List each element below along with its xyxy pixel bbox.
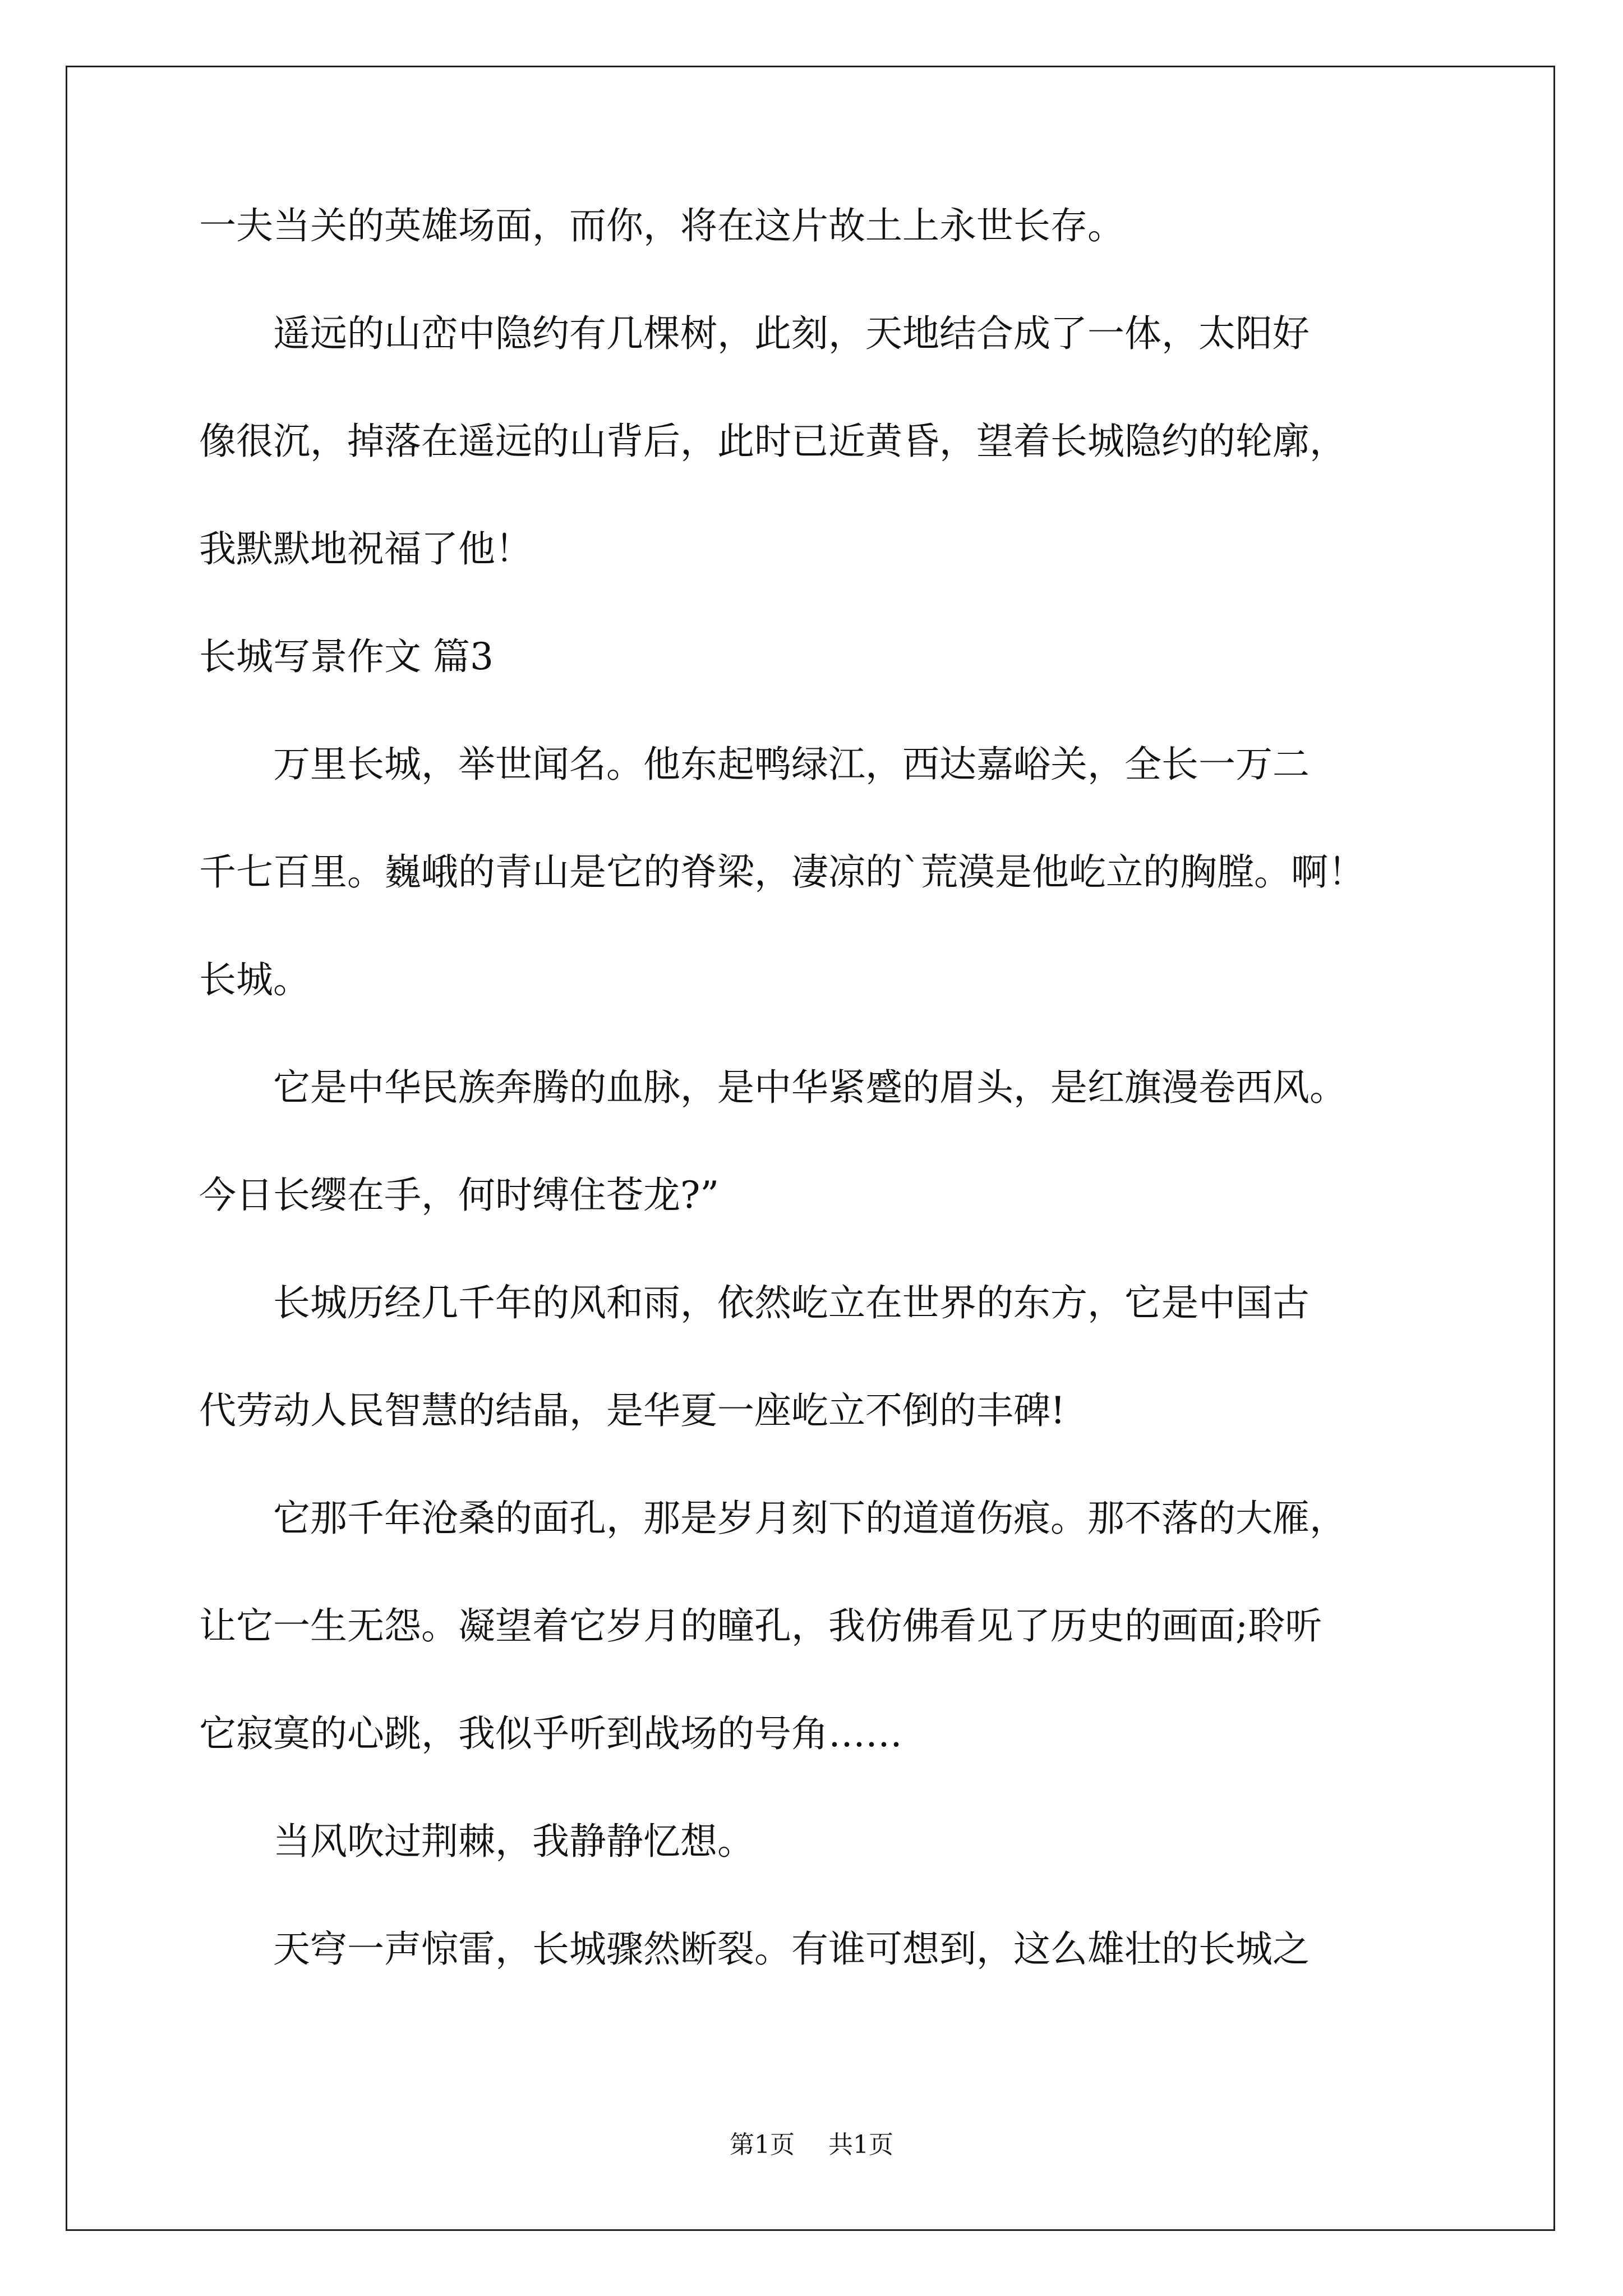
page-total: 共1页 xyxy=(828,2131,893,2159)
text-line: 一夫当关的英雄场面，而你，将在这片故土上永世长存。 xyxy=(199,204,1124,247)
text-line: 万里长城，举世闻名。他东起鸭绿江，西达嘉峪关，全长一万二 xyxy=(199,743,1310,786)
text-line: 天穹一声惊雷，长城骤然断裂。有谁可想到，这么雄壮的长城之 xyxy=(199,1927,1310,1971)
text-line: 它是中华民族奔腾的血脉，是中华紧蹙的眉头，是红旗漫卷西风。 xyxy=(199,1066,1347,1109)
text-line: 代劳动人民智慧的结晶，是华夏一座屹立不倒的丰碑! xyxy=(199,1389,1066,1432)
page-border xyxy=(66,66,1555,2231)
text-line: 让它一生无怨。凝望着它岁月的瞳孔，我仿佛看见了历史的画面;聆听 xyxy=(199,1604,1322,1648)
text-line: 遥远的山峦中隐约有几棵树，此刻，天地结合成了一体，太阳好 xyxy=(199,312,1310,355)
text-line: 它那千年沧桑的面孔，那是岁月刻下的道道伤痕。那不落的大雁， xyxy=(199,1497,1347,1540)
text-line: 它寂寞的心跳，我似乎听到战场的号角…… xyxy=(199,1712,902,1755)
text-line: 长城。 xyxy=(199,958,310,1001)
text-line: 我默默地祝福了他！ xyxy=(199,527,532,570)
text-line: 长城历经几千年的风和雨，依然屹立在世界的东方，它是中国古 xyxy=(199,1281,1310,1324)
section-heading: 长城写景作文 篇3 xyxy=(199,635,494,678)
text-line: 今日长缨在手，何时缚住苍龙?” xyxy=(199,1174,720,1217)
text-line: 千七百里。巍峨的青山是它的脊梁，凄凉的`荒漠是他屹立的胸膛。啊！ xyxy=(199,850,1365,894)
text-line: 像很沉，掉落在遥远的山背后，此时已近黄昏，望着长城隐约的轮廓， xyxy=(199,420,1347,463)
text-line: 当风吹过荆棘，我静静忆想。 xyxy=(199,1820,754,1863)
page-footer xyxy=(0,2133,1623,2157)
page-number: 第1页 xyxy=(730,2131,795,2159)
